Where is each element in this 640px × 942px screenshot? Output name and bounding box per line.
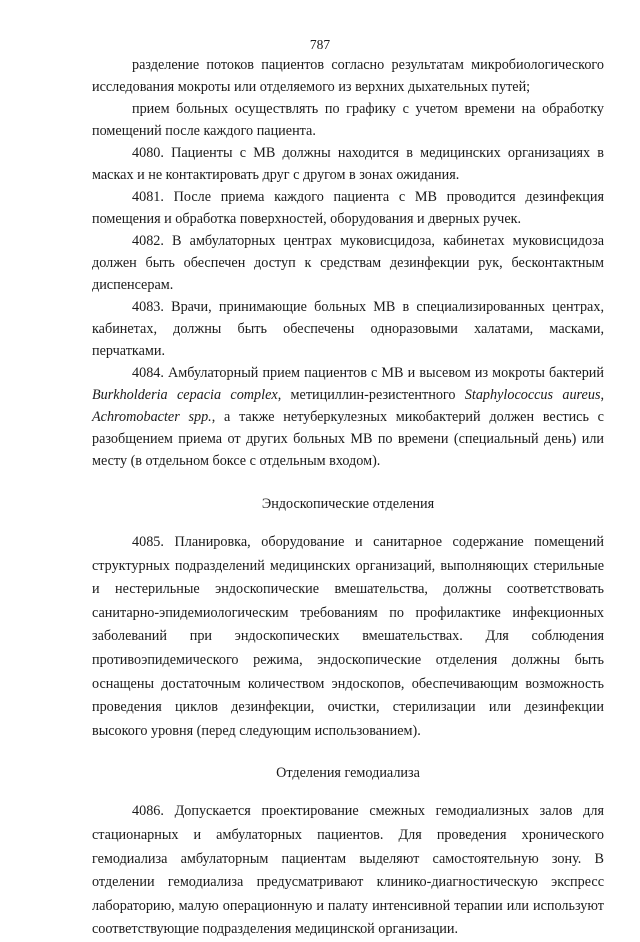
paragraph-4086: 4086. Допускается проектирование смежных гемодиализных залов для стационарных и амбулаторных пациентов. Для проведения хронического гемодиализа амбулаторным пациентам выделяют самостоятельную зону. В отделении гемодиализа предусматривают клинико-диагностическую экспресс лабораторию, малую операционную и палату интенсивной терапии или используют соответствующие подразделения медицинской организации. xyxy=(92,803,604,938)
heading-hemodialysis: Отделения гемодиализа xyxy=(276,765,420,782)
paragraph-4084-lead: 4084. Амбулаторный прием пациентов с МВ и высевом из мокроты бактерий xyxy=(132,365,604,381)
paragraph-4084-mid2: , xyxy=(600,387,605,403)
paragraph-patient-flow: разделение потоков пациентов согласно результатам микробиологического исследования мокроты или отделяемого из верхних дыхательных путей; xyxy=(92,57,604,95)
species-burkholderia: Burkholderia cepacia complex xyxy=(92,387,278,403)
paragraph-4080: 4080. Пациенты с МВ должны находится в медицинских организациях в масках и не контактировать друг с другом в зонах ожидания. xyxy=(92,145,604,183)
paragraph-4085: 4085. Планировка, оборудование и санитарное содержание помещений структурных подразделений медицинских организаций, выполняющих стерильные и нестерильные эндоскопические вмешательства, должны соответствовать санитарно-эпидемиологическим требованиям по профилактике инфекционных заболеваний при эндоскопических вмешательствах. Для соблюдения противоэпидемического режима, эндоскопические отделения должны быть оснащены достаточным количеством эндоскопов, обеспечивающим возможность проведения циклов дезинфекции, очистки, стерилизации или дезинфекции высокого уровня (перед следующим использованием). xyxy=(92,534,604,739)
paragraph-4083: 4083. Врачи, принимающие больных МВ в специализированных центрах, кабинетах, должны быть обеспечены одноразовыми халатами, масками, перчатками. xyxy=(92,299,604,359)
paragraph-4084 xyxy=(92,362,604,472)
paragraph-4081: 4081. После приема каждого пациента с МВ проводится дезинфекция помещения и обработка поверхностей, оборудования и дверных ручек. xyxy=(92,189,604,227)
paragraph-4082: 4082. В амбулаторных центрах муковисцидоза, кабинетах муковисцидоза должен быть обеспечен доступ к средствам дезинфекции рук, бесконтактным диспенсерам. xyxy=(92,233,604,293)
paragraph-4084-mid1: , метициллин-резистентного xyxy=(277,387,465,403)
species-staphylococcus: Staphylococcus aureus xyxy=(464,387,601,403)
species-achromobacter: Achromobacter spp. xyxy=(92,409,212,425)
document-body xyxy=(92,54,604,942)
paragraph-schedule: прием больных осуществлять по графику с учетом времени на обработку помещений после каждого пациента. xyxy=(92,101,604,139)
paragraph-4084-tail: , а также нетуберкулезных микобактерий должен вестись с разобщением приема от других больных МВ по времени (специальный день) или месту (в отдельном боксе с отдельным входом). xyxy=(92,409,604,469)
heading-endoscopy: Эндоскопические отделения xyxy=(261,496,435,512)
page-number: 787 xyxy=(309,37,331,52)
